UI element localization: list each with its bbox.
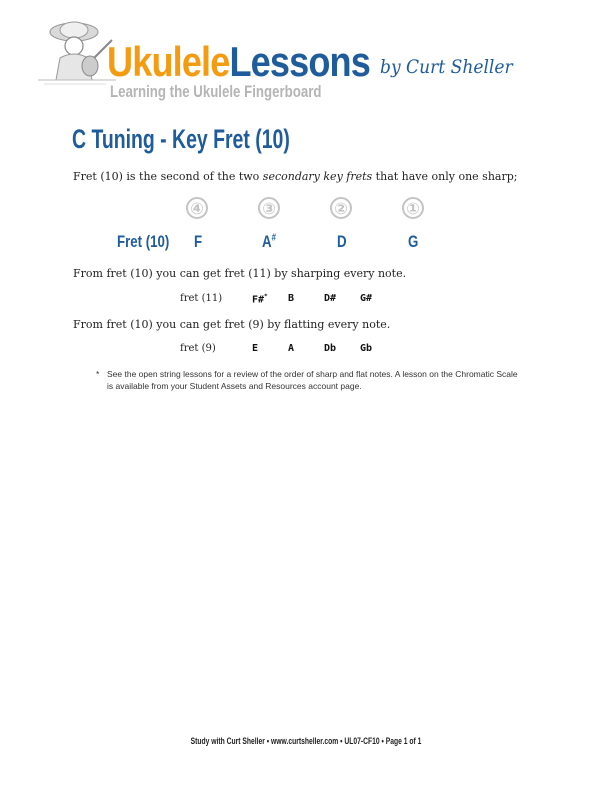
key-note-string-2 xyxy=(337,232,347,252)
intro-paragraph xyxy=(73,170,517,183)
sharp-accidental: # xyxy=(271,232,276,244)
sharp-note-name: F# xyxy=(252,294,265,306)
sharp-note xyxy=(252,293,268,305)
intro-text-before: Fret (10) is the second of the two xyxy=(73,170,263,183)
string-4-icon: ④ xyxy=(186,197,208,219)
flat-fret-label: fret (9) xyxy=(180,343,216,354)
sharp-fret-label: fret (11) xyxy=(180,293,223,304)
flat-note: Db xyxy=(324,343,337,354)
footnote-text: See the open string lessons for a review of the order of sharp and flat notes. A lesson on the Chromatic Scale is available from your Student Assets and Resources account page. xyxy=(107,369,518,391)
sharp-note: B xyxy=(288,293,295,304)
footnote xyxy=(96,368,526,392)
footnote-marker: * xyxy=(264,293,268,300)
intro-text-after: that have only one sharp; xyxy=(372,170,518,183)
flat-note: A xyxy=(288,343,295,354)
sharp-note: D# xyxy=(324,293,337,304)
brand-ukulele: Ukulele xyxy=(107,38,230,85)
string-3-icon: ③ xyxy=(258,197,280,219)
sharping-paragraph: From fret (10) you can get fret (11) by sharping every note. xyxy=(73,267,407,280)
brand-logotype xyxy=(107,38,370,86)
intro-emphasis: secondary key frets xyxy=(262,170,373,183)
flatting-paragraph: From fret (10) you can get fret (9) by flatting every note. xyxy=(73,318,391,331)
tagline: Learning the Ukulele Fingerboard xyxy=(110,82,322,101)
key-note-name: D xyxy=(337,232,347,251)
key-note-name: G xyxy=(408,232,419,251)
key-note-string-1 xyxy=(408,232,418,252)
string-1-icon: ① xyxy=(402,197,424,219)
string-2-icon: ② xyxy=(330,197,352,219)
flat-note: E xyxy=(252,343,259,354)
brand-lessons: Lessons xyxy=(229,38,370,85)
key-note-name: F xyxy=(194,232,203,251)
key-note-string-4 xyxy=(194,232,202,252)
flat-note: Gb xyxy=(360,343,373,354)
key-note-name: A xyxy=(262,232,272,251)
sharp-note: G# xyxy=(360,293,373,304)
key-fret-label: Fret (10) xyxy=(117,232,170,251)
page-title: C Tuning - Key Fret (10) xyxy=(72,124,290,154)
byline: by Curt Sheller xyxy=(380,56,513,78)
key-note-string-3 xyxy=(262,232,276,252)
page-footer: Study with Curt Sheller • www.curtsheller.com • UL07-CF10 • Page 1 of 1 xyxy=(190,736,422,746)
footnote-marker: * xyxy=(96,369,100,379)
